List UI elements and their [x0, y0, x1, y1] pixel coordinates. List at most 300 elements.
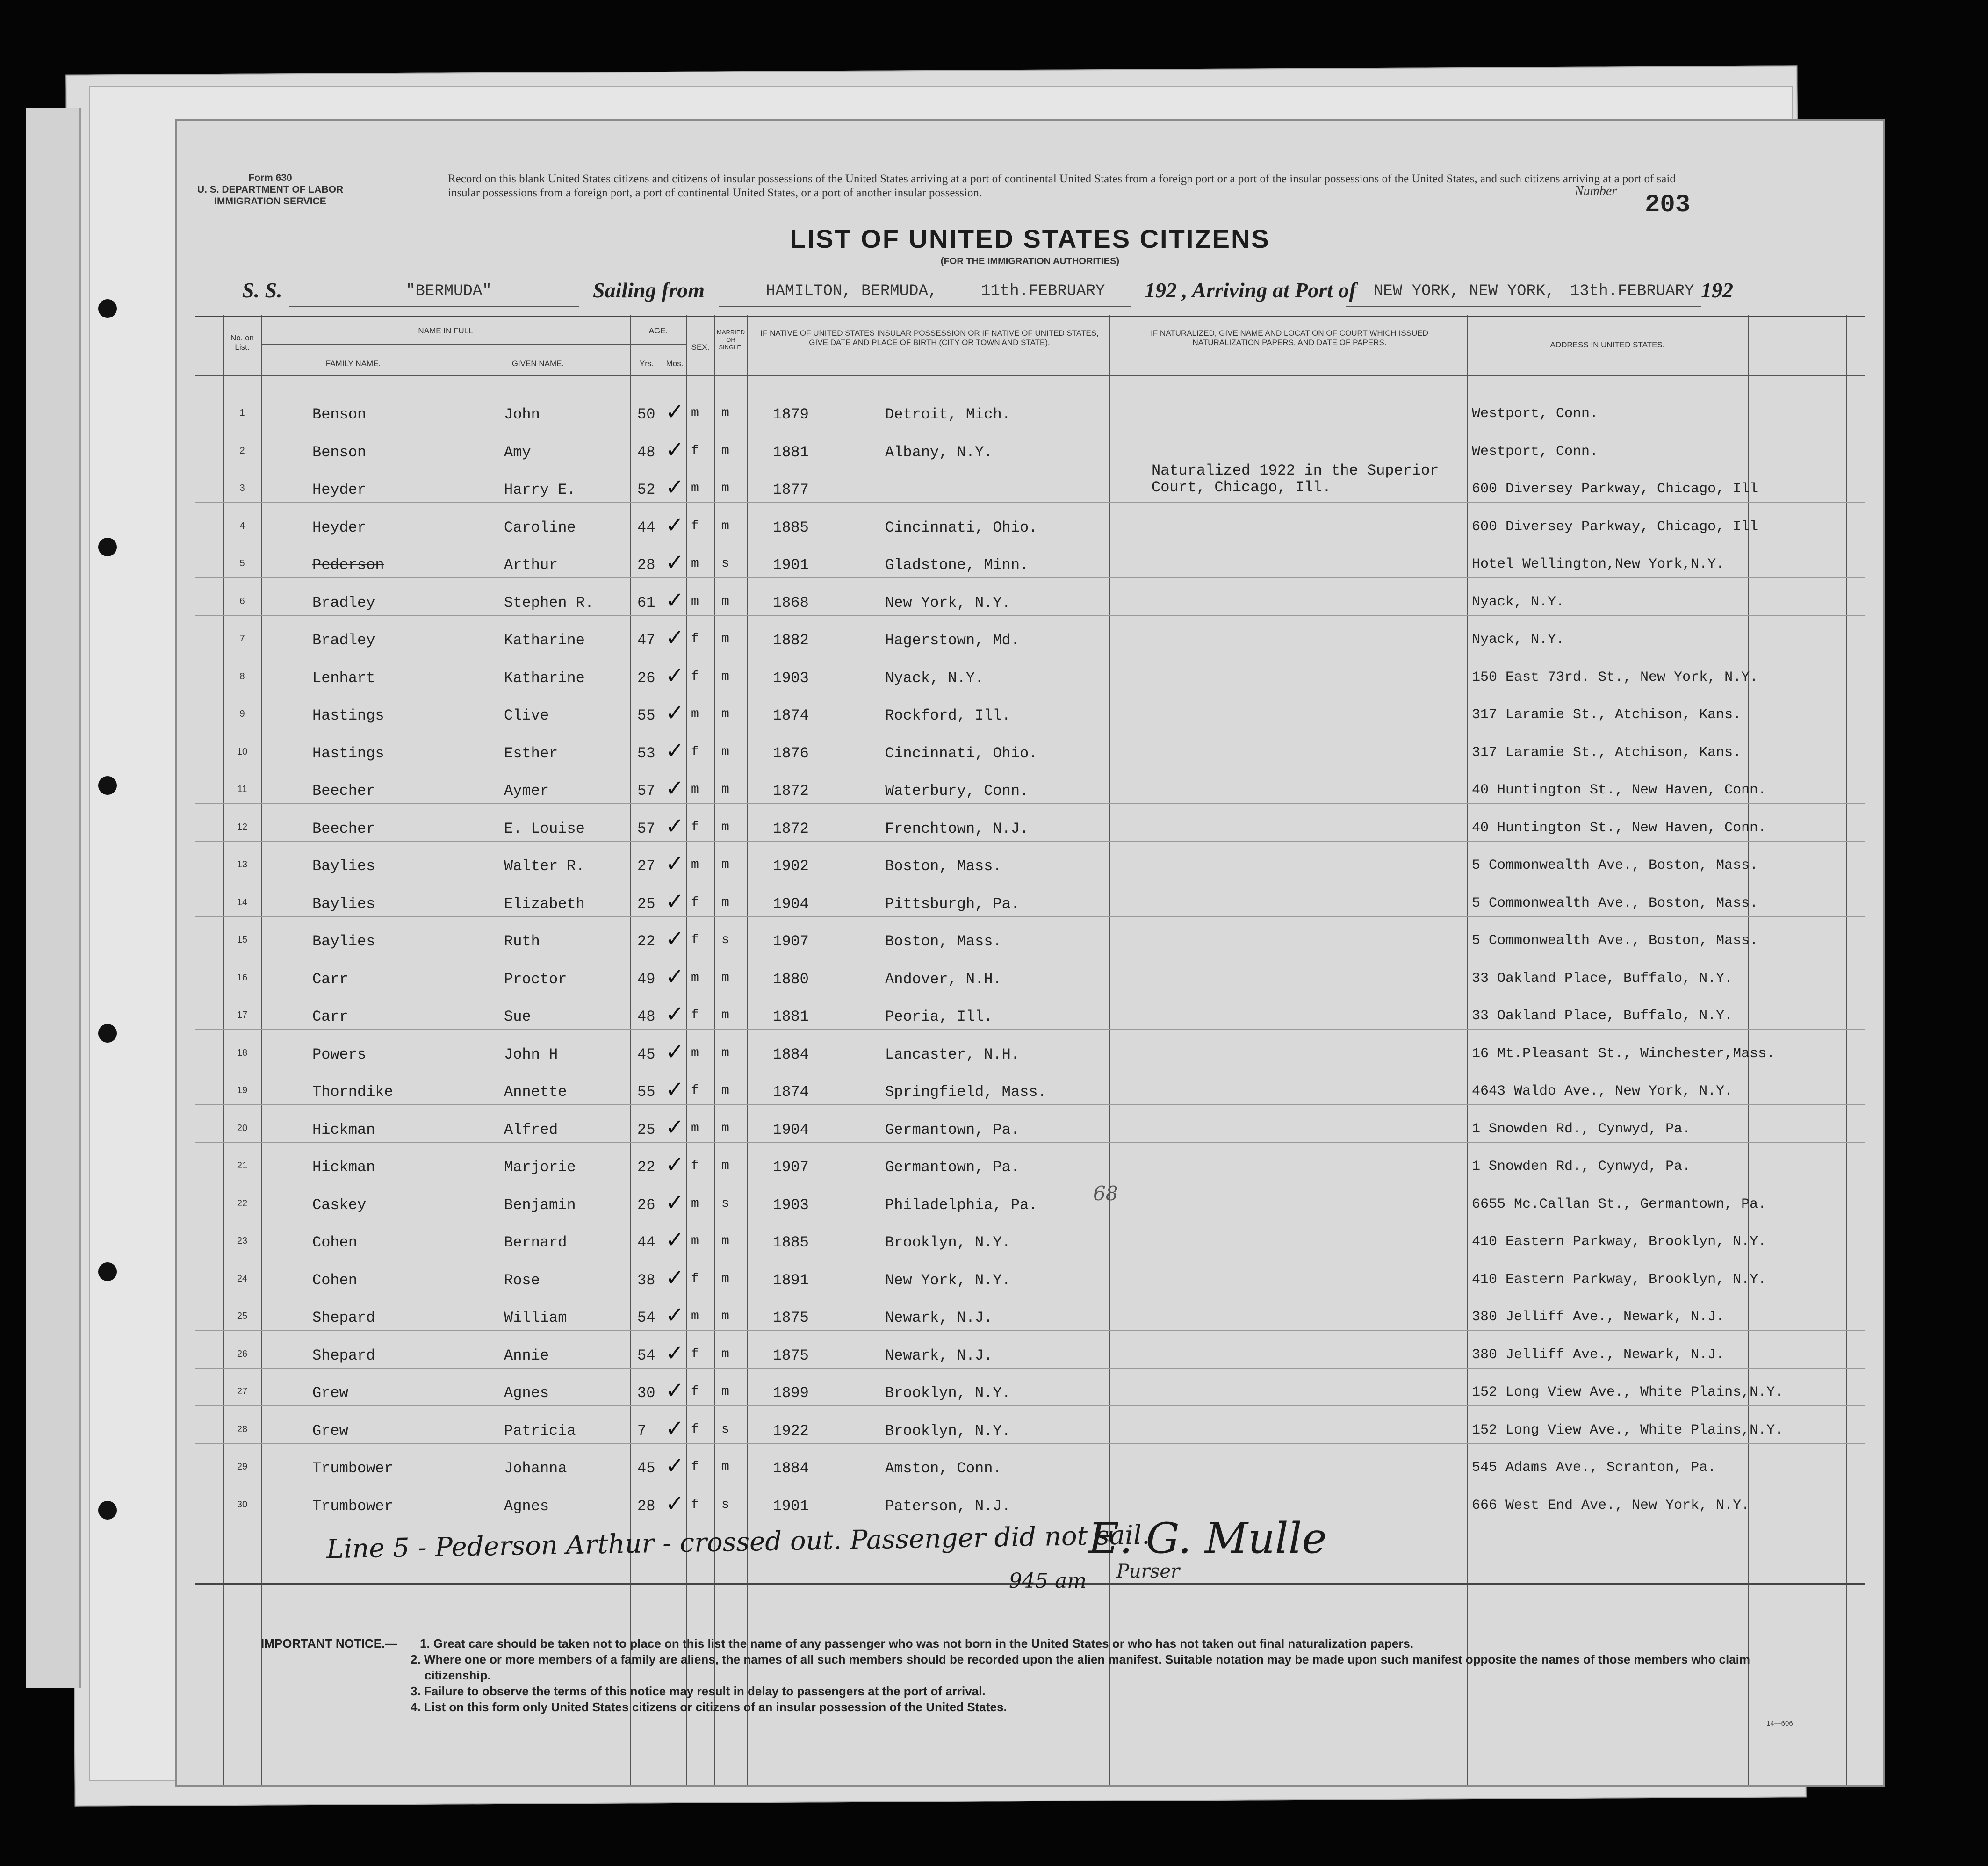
- ship-name: "BERMUDA": [406, 282, 492, 300]
- binding-strip: [26, 108, 81, 1688]
- cell-given: Esther: [504, 744, 558, 762]
- cell-given: John H: [504, 1045, 558, 1063]
- check-mark-icon: ✓: [665, 1227, 684, 1253]
- row-number: 18: [237, 1047, 248, 1058]
- cell-age: 47: [637, 632, 655, 649]
- purser-signature: E. G. Mulle: [1088, 1514, 1327, 1563]
- cell-sex: m: [691, 1196, 699, 1211]
- cell-family: Cohen: [312, 1234, 358, 1251]
- header-months: Mos.: [666, 359, 684, 368]
- cell-address: 152 Long View Ave., White Plains,N.Y.: [1472, 1384, 1784, 1400]
- cell-year: 1872: [773, 820, 809, 837]
- cell-marital: s: [721, 556, 729, 571]
- cell-address: 5 Commonwealth Ave., Boston, Mass.: [1472, 895, 1758, 911]
- cell-sex: m: [691, 1121, 699, 1136]
- cell-marital: m: [721, 1234, 729, 1248]
- row-number: 27: [237, 1386, 248, 1397]
- cell-age: 26: [637, 1196, 655, 1214]
- cell-place: Waterbury, Conn.: [885, 782, 1029, 800]
- cell-year: 1881: [773, 1008, 809, 1025]
- header-years: Yrs.: [639, 359, 654, 368]
- row-rule: [195, 841, 1865, 842]
- cell-given: Benjamin: [504, 1196, 576, 1214]
- header-no-on-list: No. on List.: [230, 333, 254, 352]
- cell-age: 49: [637, 970, 655, 988]
- check-mark-icon: ✓: [665, 1189, 684, 1216]
- column-divider: [1109, 315, 1110, 1785]
- cell-year: 1884: [773, 1045, 809, 1063]
- header-birth: IF NATIVE OF UNITED STATES INSULAR POSSESSION OR IF NATIVE OF UNITED STATES, GIVE DATE AND PLACE OF BIRTH (CITY OR TOWN AND STATE).: [760, 329, 1099, 347]
- cell-given: Caroline: [504, 519, 576, 536]
- row-number: 11: [237, 784, 247, 794]
- cell-address: Nyack, N.Y.: [1472, 594, 1565, 610]
- cell-year: 1891: [773, 1271, 809, 1289]
- notice-item: 3. Failure to observe the terms of this notice may result in delay to passengers at the port of arrival.: [411, 1684, 986, 1698]
- check-mark-icon: ✓: [665, 625, 684, 651]
- cell-place: Detroit, Mich.: [885, 406, 1011, 423]
- check-mark-icon: ✓: [665, 926, 684, 952]
- cell-given: Bernard: [504, 1234, 567, 1251]
- cell-age: 28: [637, 556, 655, 574]
- row-number: 22: [237, 1198, 248, 1209]
- row-number: 19: [237, 1085, 248, 1095]
- cell-address: 5 Commonwealth Ave., Boston, Mass.: [1472, 857, 1758, 873]
- check-mark-icon: ✓: [665, 1076, 684, 1102]
- arriving-label: , Arriving at Port of: [1182, 278, 1356, 302]
- record-instructions: Record on this blank United States citizens and citizens of insular possessions of the United States arriving at a port of continental United States from a foreign port or a port of the insular possessions of the United States, and such citizens arriving at a port of said insular possessions from a foreign port, a port of continental United States, or a port of another insular possession.: [448, 173, 1676, 199]
- cell-marital: m: [721, 857, 729, 872]
- row-number: 2: [239, 445, 245, 456]
- header-marital-status: MARRIED OR SINGLE.: [717, 329, 745, 351]
- punch-hole: [98, 1262, 117, 1281]
- punch-hole: [98, 776, 117, 795]
- check-mark-icon: ✓: [665, 1490, 684, 1517]
- cell-sex: f: [691, 1347, 699, 1362]
- cell-place: Brooklyn, N.Y.: [885, 1384, 1011, 1402]
- cell-marital: s: [721, 933, 729, 947]
- cell-marital: m: [721, 1460, 729, 1474]
- cell-year: 1881: [773, 443, 809, 461]
- departure-port: HAMILTON, BERMUDA,: [766, 282, 938, 300]
- cell-family: Hickman: [312, 1159, 375, 1176]
- cell-age: 52: [637, 481, 655, 498]
- row-rule: [195, 916, 1865, 917]
- cell-marital: s: [721, 1422, 729, 1437]
- cell-address: 317 Laramie St., Atchison, Kans.: [1472, 707, 1742, 723]
- cell-sex: m: [691, 782, 699, 797]
- cell-family: Carr: [312, 1008, 348, 1025]
- cell-sex: f: [691, 669, 699, 684]
- cell-age: 53: [637, 744, 655, 762]
- cell-given: Ruth: [504, 933, 540, 950]
- cell-year: 1877: [773, 481, 809, 498]
- row-rule: [195, 1405, 1865, 1406]
- check-mark-icon: ✓: [665, 662, 684, 689]
- cell-family: Powers: [312, 1045, 367, 1063]
- cell-given: Agnes: [504, 1384, 549, 1402]
- cell-marital: m: [721, 1008, 729, 1023]
- notice-item: 2. Where one or more members of a family are aliens, the names of all such members should be recorded upon the alien manifest. Suitable notation may be made upon such manifest opposite the names of those members who claim citizenship.: [411, 1652, 1750, 1682]
- page-subtitle: (FOR THE IMMIGRATION AUTHORITIES): [940, 256, 1120, 267]
- cell-sex: m: [691, 556, 699, 571]
- cell-given: Marjorie: [504, 1159, 576, 1176]
- cell-place: Lancaster, N.H.: [885, 1045, 1020, 1063]
- check-mark-icon: ✓: [665, 1001, 684, 1027]
- cell-family: Thorndike: [312, 1083, 393, 1101]
- cell-address: 16 Mt.Pleasant St., Winchester,Mass.: [1472, 1045, 1775, 1062]
- cell-given: Katharine: [504, 632, 585, 649]
- cell-year: 1901: [773, 1497, 809, 1515]
- punch-hole: [98, 1024, 117, 1043]
- header-bottom-rule: [195, 375, 1865, 376]
- cell-age: 30: [637, 1384, 655, 1402]
- cell-place: Amston, Conn.: [885, 1460, 1002, 1477]
- cell-given: Katharine: [504, 669, 585, 687]
- cell-sex: f: [691, 1159, 699, 1173]
- cell-place: Newark, N.J.: [885, 1309, 993, 1326]
- cell-place: Cincinnati, Ohio.: [885, 519, 1038, 536]
- cell-address: 545 Adams Ave., Scranton, Pa.: [1472, 1460, 1716, 1476]
- stamp-time: 945 am: [1009, 1569, 1087, 1593]
- check-mark-icon: ✓: [665, 737, 684, 764]
- check-mark-icon: ✓: [665, 813, 684, 839]
- cell-place: New York, N.Y.: [885, 594, 1011, 612]
- column-divider: [1846, 315, 1847, 1785]
- cell-family: Hastings: [312, 707, 384, 724]
- rule: [1346, 306, 1701, 307]
- row-number: 23: [237, 1236, 248, 1246]
- form-identifier: [195, 172, 345, 207]
- cell-age: 57: [637, 782, 655, 800]
- cell-family: Pederson: [312, 556, 384, 574]
- cell-family: Grew: [312, 1384, 348, 1402]
- cell-given: Harry E.: [504, 481, 576, 498]
- handwritten-line5-note: Line 5 - Pederson Arthur - crossed out. Passenger did not sail.: [326, 1520, 1151, 1565]
- cell-age: 25: [637, 895, 655, 913]
- number-label: Number: [1575, 184, 1617, 198]
- cell-sex: f: [691, 1384, 699, 1399]
- cell-sex: f: [691, 443, 699, 458]
- cell-given: Proctor: [504, 970, 567, 988]
- cell-year: 1899: [773, 1384, 809, 1402]
- cell-year: 1885: [773, 519, 809, 536]
- row-number: 1: [239, 408, 245, 418]
- cell-given: Johanna: [504, 1460, 567, 1477]
- cell-family: Heyder: [312, 519, 367, 536]
- cell-marital: m: [721, 481, 729, 496]
- cell-address: Westport, Conn.: [1472, 406, 1599, 422]
- row-number: 20: [237, 1123, 248, 1133]
- ss-label: S. S.: [242, 278, 282, 302]
- cell-address: 40 Huntington St., New Haven, Conn.: [1472, 782, 1767, 798]
- cell-family: Shepard: [312, 1347, 375, 1364]
- row-number: 12: [237, 821, 248, 832]
- cell-year: 1904: [773, 1121, 809, 1138]
- check-mark-icon: ✓: [665, 775, 684, 801]
- cell-year: 1876: [773, 744, 809, 762]
- arrival-port: NEW YORK, NEW YORK,: [1374, 282, 1555, 300]
- check-mark-icon: ✓: [665, 474, 684, 500]
- column-divider: [747, 315, 748, 1785]
- cell-year: 1884: [773, 1460, 809, 1477]
- cell-marital: m: [721, 1083, 729, 1098]
- cell-marital: m: [721, 406, 729, 420]
- cell-address: 600 Diversey Parkway, Chicago, Ill: [1472, 519, 1758, 535]
- row-number: 4: [239, 520, 245, 531]
- cell-year: 1879: [773, 406, 809, 423]
- cell-given: Sue: [504, 1008, 531, 1025]
- cell-given: Annie: [504, 1347, 549, 1364]
- cell-place: Andover, N.H.: [885, 970, 1002, 988]
- cell-family: Bradley: [312, 594, 375, 612]
- header-family-name: FAMILY NAME.: [325, 359, 381, 368]
- row-number: 16: [237, 972, 248, 983]
- check-mark-icon: ✓: [665, 436, 684, 463]
- cell-marital: m: [721, 744, 729, 759]
- cell-address: 33 Oakland Place, Buffalo, N.Y.: [1472, 970, 1733, 987]
- cell-age: 25: [637, 1121, 655, 1138]
- cell-address: 4643 Waldo Ave., New York, N.Y.: [1472, 1083, 1733, 1099]
- cell-place: Philadelphia, Pa.: [885, 1196, 1038, 1214]
- check-mark-icon: ✓: [665, 1114, 684, 1140]
- check-mark-icon: ✓: [665, 1377, 684, 1404]
- cell-sex: m: [691, 970, 699, 985]
- cell-family: Benson: [312, 443, 367, 461]
- cell-age: 44: [637, 1234, 655, 1251]
- cell-place: Rockford, Ill.: [885, 707, 1011, 724]
- check-mark-icon: ✓: [665, 963, 684, 990]
- check-mark-icon: ✓: [665, 512, 684, 538]
- cell-year: 1902: [773, 857, 809, 875]
- punch-hole: [98, 1501, 117, 1520]
- cell-family: Bradley: [312, 632, 375, 649]
- cell-sex: f: [691, 895, 699, 910]
- row-number: 17: [237, 1010, 248, 1020]
- cell-age: 44: [637, 519, 655, 536]
- cell-family: Benson: [312, 406, 367, 423]
- cell-sex: f: [691, 1008, 699, 1023]
- cell-sex: f: [691, 1460, 699, 1474]
- cell-family: Caskey: [312, 1196, 367, 1214]
- cell-family: Shepard: [312, 1309, 375, 1326]
- important-notice: [261, 1635, 1804, 1715]
- row-rule: [195, 615, 1865, 616]
- row-number: 28: [237, 1424, 248, 1434]
- cell-address: 666 West End Ave., New York, N.Y.: [1472, 1497, 1750, 1513]
- row-number: 30: [237, 1499, 248, 1510]
- cell-family: Beecher: [312, 782, 375, 800]
- cell-age: 61: [637, 594, 655, 612]
- cell-marital: s: [721, 1196, 729, 1211]
- cell-year: 1907: [773, 933, 809, 950]
- rule: [289, 306, 579, 307]
- cell-year: 1874: [773, 1083, 809, 1101]
- cell-marital: m: [721, 669, 729, 684]
- rule: [719, 306, 1131, 307]
- check-mark-icon: ✓: [665, 1264, 684, 1291]
- form-number: Form 630: [248, 173, 292, 183]
- cell-given: Walter R.: [504, 857, 585, 875]
- row-number: 25: [237, 1311, 248, 1321]
- header-subrule: [261, 344, 630, 345]
- cell-age: 38: [637, 1271, 655, 1289]
- notice-items: [261, 1635, 1804, 1715]
- row-number: 3: [239, 483, 245, 493]
- cell-address: 1 Snowden Rd., Cynwyd, Pa.: [1472, 1159, 1691, 1174]
- notice-item: [261, 1635, 1804, 1651]
- cell-address: 410 Eastern Parkway, Brooklyn, N.Y.: [1472, 1234, 1767, 1250]
- cell-year: 1901: [773, 556, 809, 574]
- notice-item-text: 1. Great care should be taken not to place on this list the name of any passenger who was not born in the United States or who has not taken out final naturalization papers.: [420, 1636, 1414, 1650]
- cell-given: Annette: [504, 1083, 567, 1101]
- cell-given: Agnes: [504, 1497, 549, 1515]
- cell-place: Nyack, N.Y.: [885, 669, 984, 687]
- row-number: 29: [237, 1462, 248, 1472]
- row-rule: [195, 1104, 1865, 1105]
- cell-year: 1868: [773, 594, 809, 612]
- row-number: 7: [239, 634, 245, 644]
- cell-sex: f: [691, 519, 699, 533]
- cell-naturalized: Naturalized 1922 in the Superior Court, Chicago, Ill.: [1152, 462, 1439, 496]
- cell-address: 600 Diversey Parkway, Chicago, Ill: [1472, 481, 1758, 497]
- cell-place: Frenchtown, N.J.: [885, 820, 1029, 837]
- print-code: 14—606: [1766, 1720, 1793, 1728]
- cell-age: 45: [637, 1045, 655, 1063]
- margin-mark: 68: [1093, 1182, 1118, 1205]
- arrival-date: 13th.FEBRUARY: [1570, 282, 1694, 300]
- row-number: 13: [237, 859, 248, 870]
- check-mark-icon: ✓: [665, 1340, 684, 1366]
- departure-year: 192: [1145, 278, 1177, 302]
- cell-age: 22: [637, 1159, 655, 1176]
- cell-marital: m: [721, 782, 729, 797]
- cell-address: 5 Commonwealth Ave., Boston, Mass.: [1472, 933, 1758, 949]
- signature-title: Purser: [1116, 1561, 1180, 1582]
- header-name-in-full: NAME IN FULL: [418, 326, 473, 335]
- cell-marital: m: [721, 443, 729, 458]
- cell-year: 1872: [773, 782, 809, 800]
- cell-place: Pittsburgh, Pa.: [885, 895, 1020, 913]
- header-naturalized: IF NATURALIZED, GIVE NAME AND LOCATION OF COURT WHICH ISSUED NATURALIZATION PAPERS, AND DATE OF PAPERS.: [1151, 329, 1428, 347]
- header-given-name: GIVEN NAME.: [511, 359, 564, 368]
- cell-age: 48: [637, 443, 655, 461]
- cell-given: Elizabeth: [504, 895, 585, 913]
- cell-address: 1 Snowden Rd., Cynwyd, Pa.: [1472, 1121, 1691, 1137]
- cell-sex: m: [691, 1309, 699, 1324]
- row-rule: [195, 1368, 1865, 1369]
- row-rule: [195, 1330, 1865, 1331]
- sailing-label: Sailing from: [593, 278, 705, 302]
- cell-family: Baylies: [312, 933, 375, 950]
- cell-address: 380 Jelliff Ave., Newark, N.J.: [1472, 1347, 1725, 1363]
- cell-given: John: [504, 406, 540, 423]
- cell-year: 1882: [773, 632, 809, 649]
- cell-given: Rose: [504, 1271, 540, 1289]
- row-number: 6: [239, 596, 245, 606]
- column-divider: [714, 315, 715, 1785]
- cell-sex: m: [691, 594, 699, 609]
- cell-age: 55: [637, 1083, 655, 1101]
- notice-item: 4. List on this form only United States citizens or citizens of an insular possession of the United States.: [411, 1700, 1007, 1714]
- cell-family: Heyder: [312, 481, 367, 498]
- cell-marital: m: [721, 820, 729, 835]
- cell-given: Alfred: [504, 1121, 558, 1138]
- cell-address: Hotel Wellington,New York,N.Y.: [1472, 556, 1725, 572]
- cell-address: 33 Oakland Place, Buffalo, N.Y.: [1472, 1008, 1733, 1024]
- cell-year: 1907: [773, 1159, 809, 1176]
- cell-marital: s: [721, 1497, 729, 1512]
- department-name: U. S. DEPARTMENT OF LABOR: [197, 184, 344, 195]
- check-mark-icon: ✓: [665, 399, 684, 425]
- column-divider: [630, 315, 631, 1785]
- row-number: 26: [237, 1348, 248, 1359]
- manifest-page: [175, 119, 1885, 1787]
- cell-family: Trumbower: [312, 1497, 393, 1515]
- cell-year: 1903: [773, 669, 809, 687]
- cell-age: 7: [637, 1422, 647, 1440]
- cell-age: 45: [637, 1460, 655, 1477]
- cell-family: Carr: [312, 970, 348, 988]
- cell-sex: f: [691, 632, 699, 646]
- arrival-year: 192: [1701, 278, 1733, 302]
- cell-address: 6655 Mc.Callan St., Germantown, Pa.: [1472, 1196, 1767, 1212]
- cell-year: 1885: [773, 1234, 809, 1251]
- row-rule: [195, 502, 1865, 503]
- cell-marital: m: [721, 1347, 729, 1362]
- cell-given: Aymer: [504, 782, 549, 800]
- column-divider: [223, 315, 224, 1785]
- row-rule: [195, 1142, 1865, 1143]
- cell-place: New York, N.Y.: [885, 1271, 1011, 1289]
- cell-year: 1880: [773, 970, 809, 988]
- cell-age: 54: [637, 1309, 655, 1326]
- list-number: 203: [1645, 191, 1691, 219]
- cell-place: Brooklyn, N.Y.: [885, 1422, 1011, 1440]
- cell-sex: m: [691, 857, 699, 872]
- row-number: 9: [239, 709, 245, 719]
- cell-sex: f: [691, 1271, 699, 1286]
- row-number: 5: [239, 558, 245, 569]
- cell-family: Trumbower: [312, 1460, 393, 1477]
- check-mark-icon: ✓: [665, 850, 684, 877]
- cell-address: Nyack, N.Y.: [1472, 632, 1565, 648]
- departure-date: 11th.FEBRUARY: [981, 282, 1105, 300]
- cell-age: 26: [637, 669, 655, 687]
- column-divider: [1467, 315, 1468, 1785]
- cell-marital: m: [721, 707, 729, 721]
- cell-age: 55: [637, 707, 655, 724]
- column-divider: [686, 315, 687, 1785]
- notice-lead: IMPORTANT NOTICE.—: [261, 1636, 397, 1650]
- cell-age: 54: [637, 1347, 655, 1364]
- row-number: 21: [237, 1160, 248, 1171]
- cell-age: 27: [637, 857, 655, 875]
- cell-marital: m: [721, 895, 729, 910]
- cell-address: 152 Long View Ave., White Plains,N.Y.: [1472, 1422, 1784, 1438]
- cell-address: 380 Jelliff Ave., Newark, N.J.: [1472, 1309, 1725, 1325]
- cell-place: Albany, N.Y.: [885, 443, 993, 461]
- cell-sex: f: [691, 820, 699, 835]
- cell-family: Baylies: [312, 895, 375, 913]
- cell-sex: m: [691, 1045, 699, 1060]
- cell-address: Westport, Conn.: [1472, 443, 1599, 460]
- cell-sex: m: [691, 406, 699, 420]
- check-mark-icon: ✓: [665, 1302, 684, 1328]
- cell-given: Amy: [504, 443, 531, 461]
- cell-place: Paterson, N.J.: [885, 1497, 1011, 1515]
- cell-place: Germantown, Pa.: [885, 1159, 1020, 1176]
- check-mark-icon: ✓: [665, 1415, 684, 1441]
